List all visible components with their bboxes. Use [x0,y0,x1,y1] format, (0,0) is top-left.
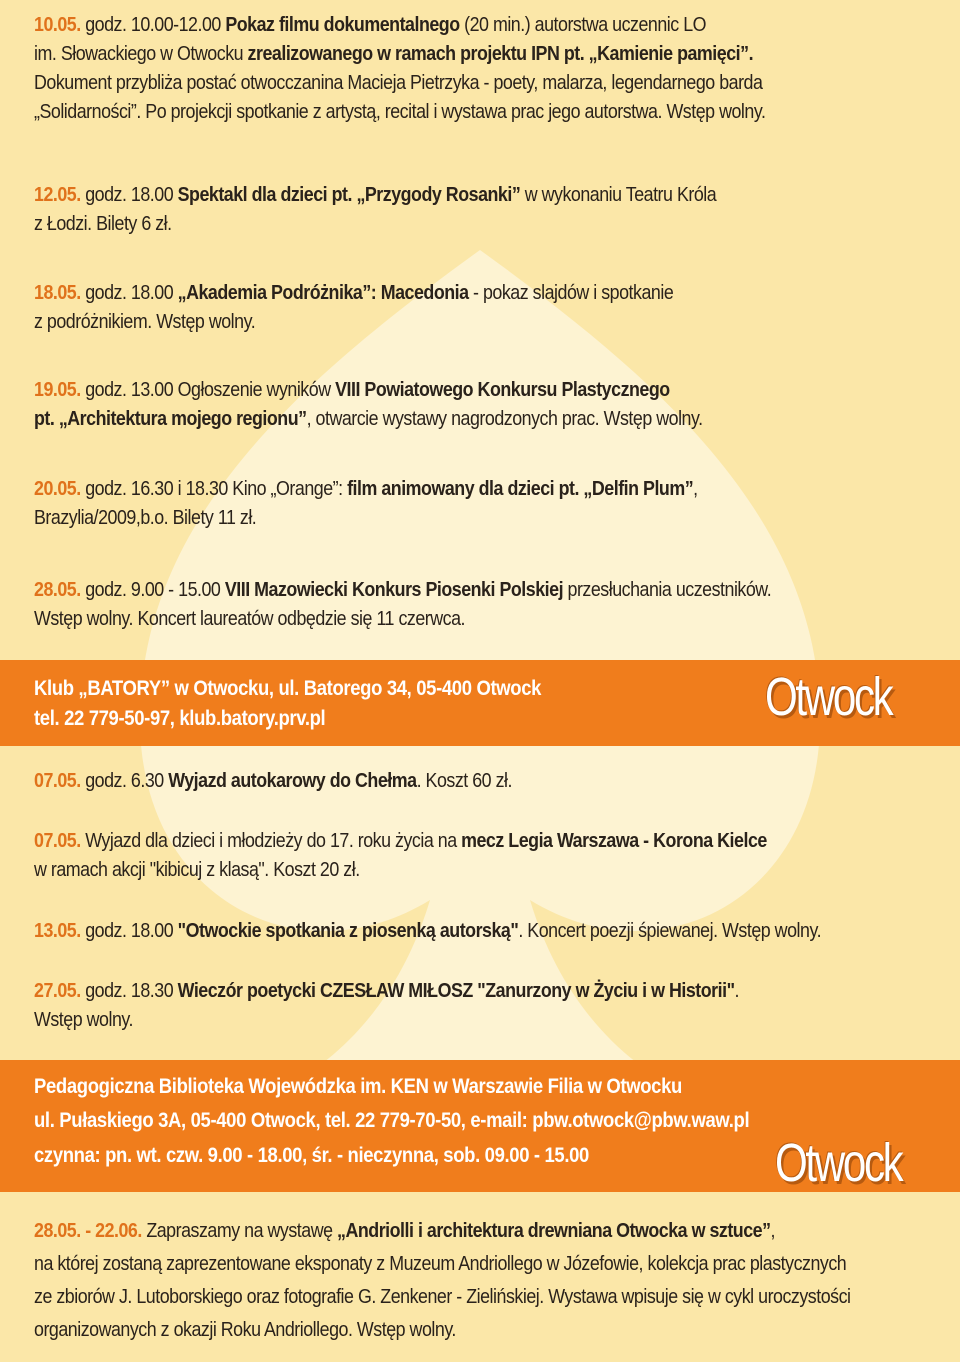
event-date: 19.05. [34,378,81,401]
event-title: Pokaz filmu dokumentalnego [225,13,460,36]
event-text: w wykonaniu Teatru Króla [520,183,717,206]
event-text: z Łodzi. Bilety 6 zł. [34,212,172,235]
event-line [34,68,819,97]
event-title: "Otwockie spotkania z piosenką autorską" [177,919,519,942]
event-date: 20.05. [34,477,81,500]
event-title: pt. „Architektura mojego regionu” [34,407,307,430]
event-text: , [693,477,698,500]
event-line [34,209,819,238]
event-title: VIII Mazowiecki Konkurs Piosenki Polskiej [224,578,564,601]
event-text: (20 min.) autorstwa uczennic LO [459,13,707,36]
event-text: , [770,1219,776,1242]
event-text: godz. 18.30 [80,979,178,1002]
event-line [34,1315,819,1344]
event-line [34,97,819,126]
event-text: godz. 16.30 i 18.30 Kino „Orange”: [80,477,348,500]
event-text: w ramach akcji "kibicuj z klasą". Koszt 20 zł. [34,858,360,881]
library-hours: czynna: pn. wt. czw. 9.00 - 18.00, śr. - nieczynna, sob. 09.00 - 15.00 [34,1144,589,1167]
event-27-05 [34,976,936,1034]
event-date: 28.05. [34,578,81,601]
event-line [34,575,819,604]
event-text: ze zbiorów J. Lutoborskiego oraz fotografie G. Zenkener - Zielińskiej. Wystawa wpisuje się w cykl uroczystości [34,1285,851,1308]
event-text: przesłuchania uczestników. [563,578,772,601]
event-text: - pokaz slajdów i spotkanie [468,281,674,304]
event-title: Spektakl dla dzieci pt. „Przygody Rosanki” [177,183,521,206]
otwock-logo: Otwock [765,667,892,727]
event-text: . Koszt 60 zł. [416,769,512,792]
event-date: 10.05. [34,13,81,36]
event-text: . [734,979,740,1002]
event-text: . Koncert poezji śpiewanej. Wstęp wolny. [518,919,822,942]
event-07-05-match [34,826,936,884]
event-line [34,1216,819,1245]
event-title: Wieczór poetycki CZESŁAW MIŁOSZ "Zanurzony w Życiu i w Historii" [177,979,735,1002]
event-13-05 [34,916,936,945]
event-line [34,1249,847,1278]
event-text: godz. 18.00 [80,281,178,304]
venue-banner-batory [0,660,960,746]
event-title: zrealizowanego w ramach projektu IPN pt. „Kamienie pamięci”. [247,42,754,65]
event-title: „Akademia Podróżnika”: Macedonia [177,281,469,304]
event-text: Dokument przybliża postać otwocczanina Macieja Pietrzyka - poety, malarza, legendarnego barda [34,71,763,94]
event-title: mecz Legia Warszawa - Korona Kielce [461,829,767,852]
event-20-05 [34,474,936,532]
event-line [34,1282,851,1311]
event-text: Brazylia/2009,b.o. Bilety 11 zł. [34,506,257,529]
event-28-05 [34,575,936,633]
event-text: godz. 10.00-12.00 [80,13,226,36]
event-title: film animowany dla dzieci pt. „Delfin Plum” [347,477,694,500]
event-text: godz. 6.30 [80,769,169,792]
venue-contact: tel. 22 779-50-97, klub.batory.prv.pl [34,707,326,730]
event-line [34,307,819,336]
event-line [34,976,819,1005]
event-19-05 [34,375,936,433]
otwock-logo: Otwock [775,1133,902,1193]
venue-address: Klub „BATORY” w Otwocku, ul. Batorego 34, 05-400 Otwock [34,677,542,700]
event-date: 28.05. - 22.06. [34,1219,142,1242]
event-text: godz. 9.00 - 15.00 [80,578,225,601]
event-date: 12.05. [34,183,81,206]
event-text: „Solidarności”. Po projekcji spotkanie z artystą, recital i wystawa prac jego autorstwa. Wstęp wolny. [34,100,766,123]
event-line [34,1005,819,1034]
event-title: Wyjazd autokarowy do Chełma [168,769,417,792]
event-line [34,604,819,633]
event-text: organizowanych z okazji Roku Andriollego. Wstęp wolny. [34,1318,456,1341]
event-text: , otwarcie wystawy nagrodzonych prac. Wstęp wolny. [306,407,703,430]
event-line [34,39,819,68]
event-line [34,826,819,855]
event-line [34,10,819,39]
event-line [34,278,819,307]
event-text: godz. 18.00 [80,183,178,206]
event-line [34,766,819,795]
event-line [34,404,819,433]
event-text: godz. 18.00 [80,919,178,942]
event-text: Wyjazd dla dzieci i młodzieży do 17. roku życia na [80,829,462,852]
venue-banner-library [0,1060,960,1192]
event-date: 18.05. [34,281,81,304]
event-text: godz. 13.00 Ogłoszenie wyników [80,378,336,401]
event-text: Zapraszamy na wystawę [141,1219,338,1242]
event-date: 13.05. [34,919,81,942]
event-line [34,503,819,532]
event-date: 07.05. [34,829,81,852]
event-title: „Andriolli i architektura drewniana Otwocka w sztuce” [337,1219,771,1242]
event-text: Wstęp wolny. [34,1008,133,1031]
event-andriolli-exhibition [34,1216,936,1344]
event-line [34,916,822,945]
event-text: na której zostaną zaprezentowane eksponaty z Muzeum Andriollego w Józefowie, kolekcja prac plastycznych [34,1252,847,1275]
event-text: Wstęp wolny. Koncert laureatów odbędzie się 11 czerwca. [34,607,466,630]
event-07-05-chelm [34,766,936,795]
event-text: im. Słowackiego w Otwocku [34,42,248,65]
event-12-05 [34,180,936,238]
event-date: 07.05. [34,769,81,792]
event-line [34,180,819,209]
event-18-05 [34,278,936,336]
library-contact: ul. Pułaskiego 3A, 05-400 Otwock, tel. 22 779-70-50, e-mail: pbw.otwock@pbw.waw.pl [34,1109,750,1132]
event-line [34,474,819,503]
event-date: 27.05. [34,979,81,1002]
library-name: Pedagogiczna Biblioteka Wojewódzka im. KEN w Warszawie Filia w Otwocku [34,1075,682,1098]
event-text: z podróżnikiem. Wstęp wolny. [34,310,256,333]
event-title: VIII Powiatowego Konkursu Plastycznego [335,378,670,401]
event-line [34,375,819,404]
event-10-05 [34,10,936,126]
event-line [34,855,819,884]
